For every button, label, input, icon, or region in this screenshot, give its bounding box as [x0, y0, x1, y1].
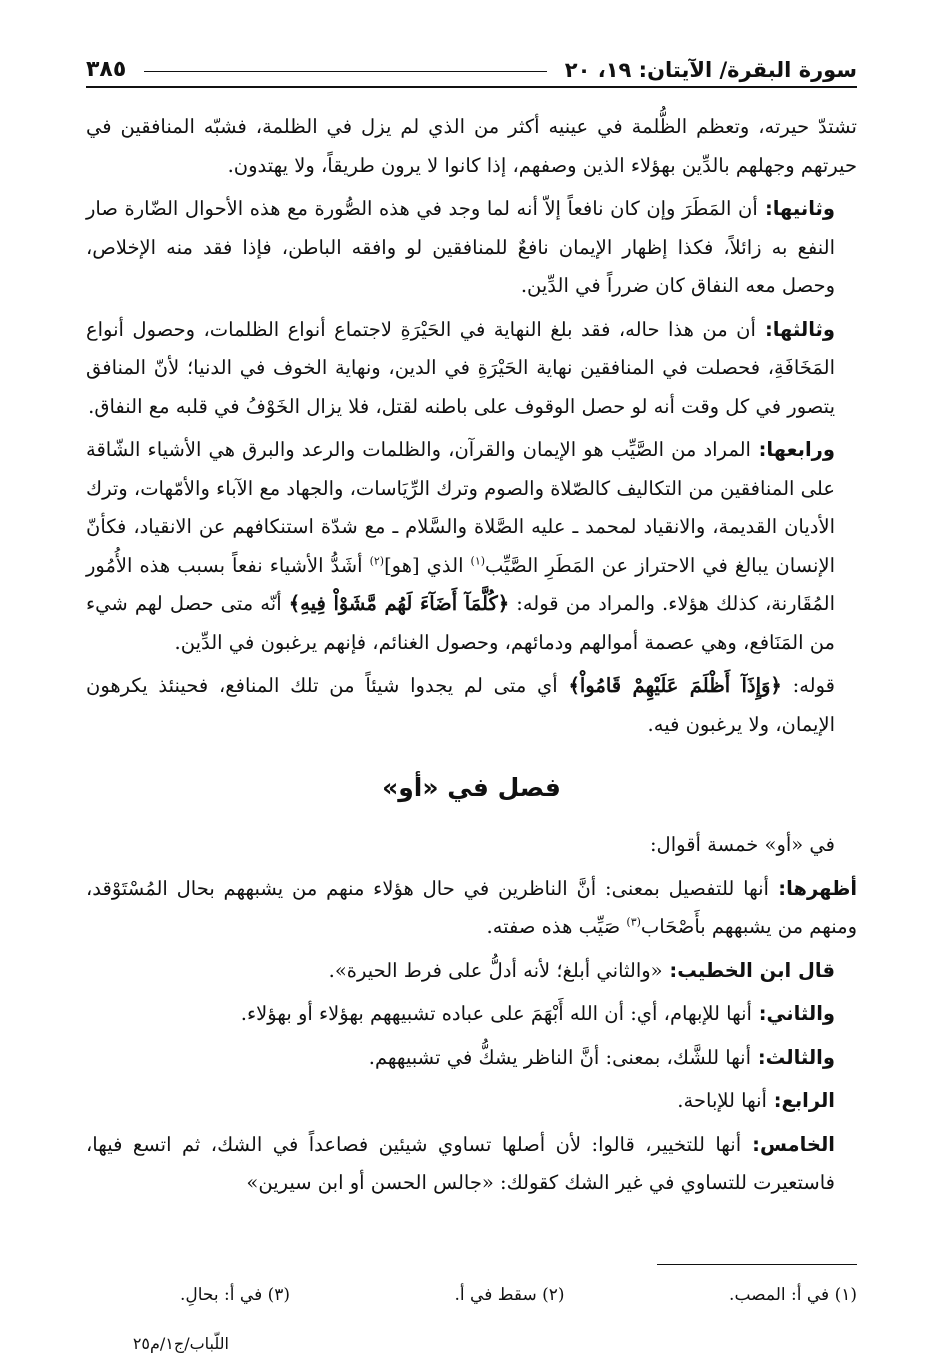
section-heading: فصل في «أو»	[382, 773, 561, 802]
footnote-divider	[657, 1264, 857, 1265]
opinion-lead: والثالث:	[751, 1045, 835, 1069]
paragraph-text: في «أو» خمسة أقوال:	[649, 833, 835, 856]
paragraph-text: أن المَطَرَ وإن كان نافعاً إلاّ أنه لما وجد في هذه الصُّورة مع هذه الأحوال الضّارة صار النفع به زائلاً، فكذا إظهار الإيمان نافعٌ للمنافقين لو وافقه الباطن، فإذا فقد منه الإخلاص، وحصل معه النفاق كان ضرراً في الدِّين.	[86, 197, 835, 297]
paragraph-text: المراد من الصَّيِّب هو الإيمان والقرآن، والظلمات والرعد والبرق هي الأشياء الشّاقة على المنافقين من التكاليف كالصّلاة والصوم وترك الرِّيَاسات، والجهاد مع الآباء والأمّهات، وترك الأديان القديمة، والانقياد لمحمد ـ عليه الصَّلاة والسَّلام ـ مع شدّة استنكافهم عن الانقياد، فكأنّ الإنسان يبالغ في الاحتراز عن المَطَرِ الصَّيِّب	[86, 438, 836, 577]
paragraph-text: أن من هذا حاله، فقد بلغ النهاية في الحَيْرَةِ لاجتماع أنواع الظلمات، وحصول أنواع المَخَافَةِ، فحصلت في المنافقين نهاية الحَيْرَةِ في الدين، ونهاية الخوف في الدنيا؛ لأنّ المنافق يتصور في كل وقت أنه لو حصل الوقوف على باطنه لقتل، فلا يزال الخَوْفُ في قلبه مع النفاق.	[86, 317, 835, 418]
paragraph	[86, 667, 857, 744]
page-number: ٣٨٥	[86, 57, 127, 82]
surah-title: سورة البقرة/ الآيتان: ١٩، ٢٠	[564, 58, 857, 82]
opinion-text: أنها للإبهام، أي: أن الله أَبْهَمَ على عباده تشبيههم بهؤلاء أو بهؤلاء.	[240, 1002, 752, 1025]
paragraph-text: أي متى لم يجدوا شيئاً من تلك المنافع، فحينئذ يكرهون الإيمان، ولا يرغبون فيه.	[86, 674, 835, 736]
opinion-item	[86, 995, 857, 1034]
paragraph	[86, 190, 857, 306]
paragraph	[86, 311, 857, 427]
opinion-text: أنها للإباحة.	[677, 1089, 767, 1112]
opinion-text: «والثاني أبلغ؛ لأنه أدلُّ على فرط الحيرة».	[328, 958, 663, 982]
opinion-text: أنها للتخيير، قالوا: لأن أصلها تساوي شيئين فصاعداً في الشك، ثم اتسع فيها، فاستعيرت للتساوي في غير الشك كقولك: «جالس الحسن أو ابن سيرين»	[86, 1132, 835, 1194]
paragraph-lead: وثالثها:	[755, 317, 835, 341]
paragraph-lead: قوله:	[781, 674, 835, 697]
quran-verse: ﴿وَإِذَآ أَظْلَمَ عَلَيْهِمْ قَامُواْ﴾	[568, 674, 782, 697]
paragraph-text: الذي [هو]	[384, 553, 471, 577]
opinion-item	[86, 1039, 857, 1078]
footnotes	[180, 1283, 857, 1307]
running-header	[86, 48, 857, 88]
footnote-marker: (١)	[470, 554, 486, 567]
footnote: (١) في أ: المصب.	[729, 1285, 857, 1305]
opinion-item	[86, 870, 857, 947]
opinion-item	[86, 952, 857, 991]
opinion-item	[86, 1126, 857, 1203]
opinion-text: أنها للتفصيل بمعنى: أنَّ الناظرين في حال هؤلاء منهم من يشبههم بحال المُسْتَوْقد، ومنهم من يشبههم بأَصْحَاب	[86, 876, 857, 938]
opinion-lead: الرابع:	[766, 1089, 835, 1112]
opinion-lead: قال ابن الخطيب:	[662, 958, 835, 982]
footnote: (٢) سقط في أ.	[454, 1285, 565, 1305]
paragraph-text: تشتدّ حيرته، وتعظم الظُّلمة في عينيه أكثر من الذي لم يزل في الظلمة، فشبّه المنافقين في حيرتهم وجهلهم بالدِّين بهؤلاء الذين وصفهم، إذا كانوا لا يرون طريقاً، ولا يهتدون.	[86, 115, 857, 177]
paragraph-text: أشَدُّ الأشياء نفعاً بسبب هذه الأُمُور المُقَارنة، كذلك هؤلاء. والمراد من قوله:	[86, 553, 835, 615]
quran-verse: ﴿كُلَّمَآ أَضَآءَ لَهُم مَّشَوْاْ فِيهِ﴾	[288, 592, 510, 615]
paragraph-lead: ورابعها:	[750, 438, 835, 461]
header-divider	[144, 71, 546, 72]
opinion-item	[86, 1082, 857, 1121]
opinion-lead: أظهرها:	[768, 876, 858, 900]
printer-signature: اللّباب/ج١/م٢٥	[132, 1334, 229, 1353]
footnote-marker: (٣)	[626, 915, 641, 929]
footnote-marker: (٢)	[369, 554, 385, 567]
opinion-lead: الخامس:	[741, 1132, 835, 1156]
paragraph	[86, 108, 857, 185]
section-intro	[86, 826, 857, 865]
paragraph	[86, 431, 857, 662]
opinion-text: صَيِّب هذه صفته.	[486, 915, 627, 938]
opinion-text: أنها للشَّك، بمعنى: أنَّ الناظر يشكُّ في تشبيههم.	[368, 1045, 752, 1069]
paragraph-text: أنّه متى حصل لهم شيء من المَنَافع، وهي عصمة أموالهم ودمائهم، وحصول الغنائم، فإنهم يرغبون في الدِّين.	[86, 592, 835, 654]
footnote: (٣) في أ: بحالِ.	[180, 1285, 291, 1305]
paragraph-lead: وثانيها:	[757, 197, 835, 220]
opinion-lead: والثاني:	[751, 1002, 835, 1025]
main-text	[86, 108, 857, 1208]
